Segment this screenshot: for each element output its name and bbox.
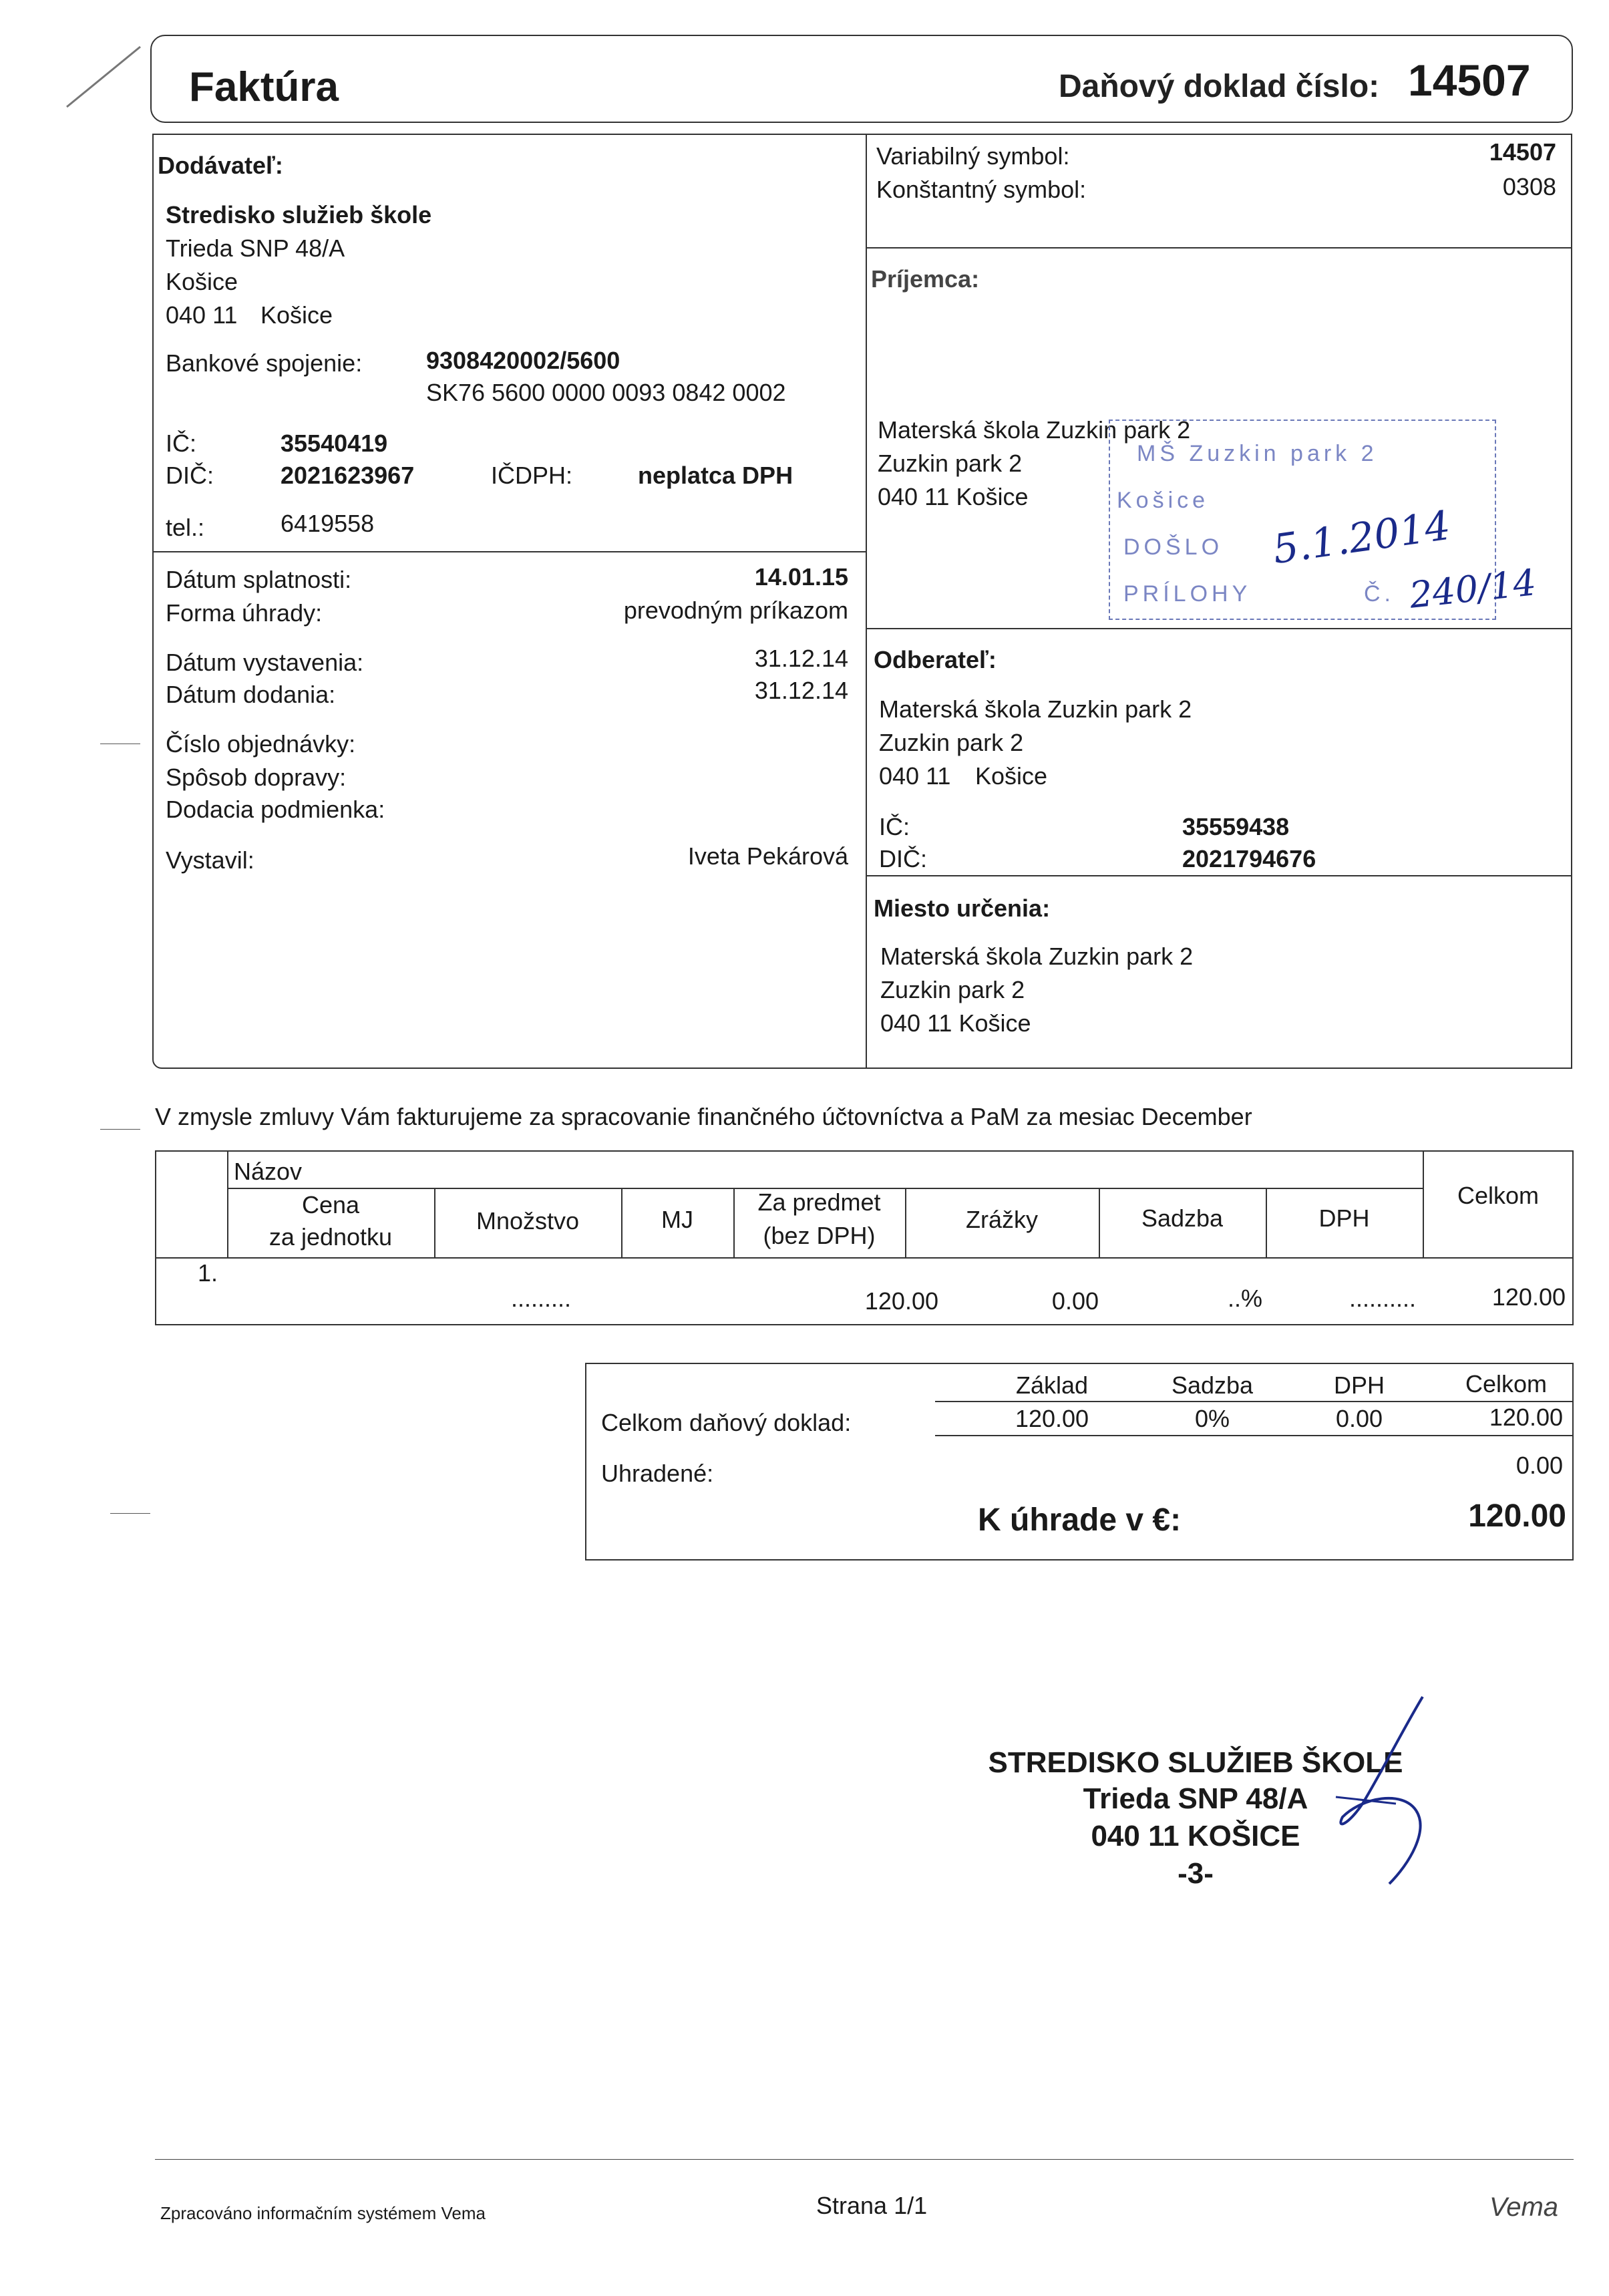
sum-total-label: Celkom daňový doklad: bbox=[601, 1409, 852, 1436]
delivery-condition-label: Dodacia podmienka: bbox=[166, 796, 385, 823]
order-number-label: Číslo objednávky: bbox=[166, 730, 356, 758]
stamp-line4b: Č. bbox=[1364, 581, 1395, 607]
sum-h-base: Základ bbox=[1015, 1371, 1089, 1399]
summary-line bbox=[935, 1435, 1574, 1436]
vema-logo: Vema bbox=[1489, 2192, 1559, 2222]
amount-due: 120.00 bbox=[1468, 1498, 1566, 1534]
destination-line3: 040 11 Košice bbox=[880, 1009, 1031, 1037]
supplier-dic-label: DIČ: bbox=[166, 462, 214, 489]
tel-value: 6419558 bbox=[281, 510, 375, 537]
intro-text: V zmysle zmluvy Vám fakturujeme za spracovanie finančného účtovníctva a PaM za mesiac December bbox=[155, 1103, 1252, 1130]
symbols-bottom-line bbox=[866, 247, 1572, 249]
stamp-line1: MŠ Zuzkin park 2 bbox=[1137, 441, 1378, 466]
customer-zip: 040 11 bbox=[879, 762, 951, 790]
sum-vat: 0.00 bbox=[1335, 1405, 1383, 1432]
tel-label: tel.: bbox=[166, 514, 205, 541]
footer-page: Strana 1/1 bbox=[816, 2192, 928, 2219]
customer-line1: Materská škola Zuzkin park 2 bbox=[879, 695, 1192, 723]
recipient-line3: 040 11 Košice bbox=[878, 483, 1029, 510]
paid-value: 0.00 bbox=[1515, 1452, 1563, 1479]
row-deductions: 0.00 bbox=[1051, 1287, 1099, 1315]
doc-number-label: Daňový doklad číslo: bbox=[1059, 69, 1380, 104]
supplier-dic: 2021623967 bbox=[281, 462, 415, 489]
stamp-line4: PRÍLOHY bbox=[1123, 581, 1252, 607]
row-no: 1. bbox=[198, 1259, 218, 1287]
recipient-section-label: Príjemca: bbox=[871, 265, 980, 293]
sum-h-total: Celkom bbox=[1465, 1370, 1548, 1398]
stamp-line2: Košice bbox=[1117, 488, 1210, 513]
row-vat: .......... bbox=[1349, 1285, 1416, 1312]
summary-line bbox=[935, 1401, 1574, 1402]
supplier-bottom-line bbox=[152, 551, 866, 552]
customer-dic: 2021794676 bbox=[1182, 845, 1316, 872]
var-symbol-value: 14507 bbox=[1489, 138, 1556, 166]
customer-section-label: Odberateľ: bbox=[874, 646, 997, 673]
destination-line2: Zuzkin park 2 bbox=[880, 976, 1025, 1003]
margin-mark bbox=[100, 1129, 140, 1130]
customer-bottom-line bbox=[866, 875, 1572, 876]
amount-due-label: K úhrade v €: bbox=[978, 1502, 1182, 1538]
customer-zip-city: Košice bbox=[975, 762, 1048, 790]
customer-line2: Zuzkin park 2 bbox=[879, 729, 1024, 756]
sum-total: 120.00 bbox=[1489, 1404, 1563, 1431]
stamp-handwritten-date: 5.1.2014 bbox=[1270, 502, 1453, 574]
paid-label: Uhradené: bbox=[601, 1460, 714, 1487]
recipient-line2: Zuzkin park 2 bbox=[878, 450, 1023, 477]
supplier-ic-label: IČ: bbox=[166, 430, 197, 457]
due-date: 14.01.15 bbox=[754, 563, 848, 591]
th-vat: DPH bbox=[1318, 1204, 1370, 1232]
row-qty: ......... bbox=[510, 1285, 572, 1312]
th-subject-1: Za predmet bbox=[757, 1188, 881, 1216]
payment-form-label: Forma úhrady: bbox=[166, 599, 323, 627]
signature-stamp-line4: -3- bbox=[1178, 1857, 1214, 1890]
th-subject-2: (bez DPH) bbox=[763, 1222, 876, 1249]
issue-date: 31.12.14 bbox=[754, 645, 848, 672]
supplier-ic: 35540419 bbox=[281, 430, 388, 457]
pen-stroke bbox=[60, 40, 147, 114]
const-symbol-value: 0308 bbox=[1502, 173, 1556, 200]
supplier-section-label: Dodávateľ: bbox=[158, 152, 283, 179]
row-total: 120.00 bbox=[1491, 1283, 1566, 1311]
customer-dic-label: DIČ: bbox=[879, 845, 927, 872]
signature-stamp-line1: STREDISKO SLUŽIEB ŠKOLE bbox=[988, 1746, 1403, 1779]
stamp-handwritten-number: 240/14 bbox=[1407, 561, 1538, 617]
supplier-zip: 040 11 bbox=[166, 301, 238, 329]
sum-base: 120.00 bbox=[1015, 1405, 1089, 1432]
th-mj: MJ bbox=[661, 1206, 693, 1233]
const-symbol-label: Konštantný symbol: bbox=[876, 176, 1087, 203]
recipient-bottom-line bbox=[866, 628, 1572, 629]
th-rate: Sadzba bbox=[1141, 1204, 1224, 1232]
th-unit-price-1: Cena bbox=[301, 1191, 360, 1218]
th-name: Názov bbox=[234, 1158, 303, 1185]
margin-mark bbox=[110, 1513, 150, 1514]
delivery-date: 31.12.14 bbox=[754, 677, 848, 704]
destination-section-label: Miesto určenia: bbox=[874, 894, 1051, 922]
icdph-label: IČDPH: bbox=[491, 462, 573, 489]
supplier-city: Košice bbox=[166, 268, 238, 295]
signature-stamp-line2: Trieda SNP 48/A bbox=[1083, 1782, 1308, 1815]
customer-ic-label: IČ: bbox=[879, 813, 910, 840]
iban: SK76 5600 0000 0093 0842 0002 bbox=[426, 379, 786, 406]
row-subject: 120.00 bbox=[864, 1287, 938, 1315]
issue-date-label: Dátum vystavenia: bbox=[166, 649, 364, 676]
delivery-date-label: Dátum dodania: bbox=[166, 681, 336, 708]
recipient-line1: Materská škola Zuzkin park 2 bbox=[878, 416, 1191, 444]
signature-stamp-line3: 040 11 KOŠICE bbox=[1091, 1820, 1300, 1852]
bank-account: 9308420002/5600 bbox=[426, 347, 620, 374]
supplier-street: Trieda SNP 48/A bbox=[166, 234, 345, 262]
row-rate: ..% bbox=[1227, 1285, 1262, 1312]
sum-rate: 0% bbox=[1194, 1405, 1230, 1432]
sum-h-vat: DPH bbox=[1333, 1371, 1385, 1399]
th-qty: Množstvo bbox=[476, 1207, 580, 1235]
sum-h-rate: Sadzba bbox=[1171, 1371, 1254, 1399]
transport-label: Spôsob dopravy: bbox=[166, 764, 347, 791]
info-divider bbox=[866, 134, 867, 1069]
doc-number: 14507 bbox=[1408, 55, 1531, 105]
customer-ic: 35559438 bbox=[1182, 813, 1290, 840]
th-unit-price-2: za jednotku bbox=[269, 1223, 393, 1251]
destination-line1: Materská škola Zuzkin park 2 bbox=[880, 943, 1194, 970]
footer-line bbox=[155, 2159, 1574, 2160]
icdph-value: neplatca DPH bbox=[638, 462, 793, 489]
th-deductions: Zrážky bbox=[966, 1206, 1038, 1233]
var-symbol-label: Variabilný symbol: bbox=[876, 142, 1070, 170]
page-title: Faktúra bbox=[189, 64, 339, 110]
footer-system: Zpracováno informačním systémem Vema bbox=[160, 2203, 486, 2223]
bank-label: Bankové spojenie: bbox=[166, 349, 363, 377]
handwritten-signature bbox=[1322, 1690, 1456, 1891]
row-line bbox=[155, 1257, 1574, 1259]
supplier-name: Stredisko služieb škole bbox=[166, 201, 432, 228]
issuer-name: Iveta Pekárová bbox=[687, 842, 848, 870]
issuer-label: Vystavil: bbox=[166, 846, 254, 874]
supplier-zip-city: Košice bbox=[260, 301, 333, 329]
payment-form: prevodným príkazom bbox=[623, 597, 848, 624]
th-total: Celkom bbox=[1457, 1182, 1540, 1209]
due-date-label: Dátum splatnosti: bbox=[166, 566, 352, 593]
stamp-line3: DOŠLO bbox=[1123, 534, 1224, 560]
